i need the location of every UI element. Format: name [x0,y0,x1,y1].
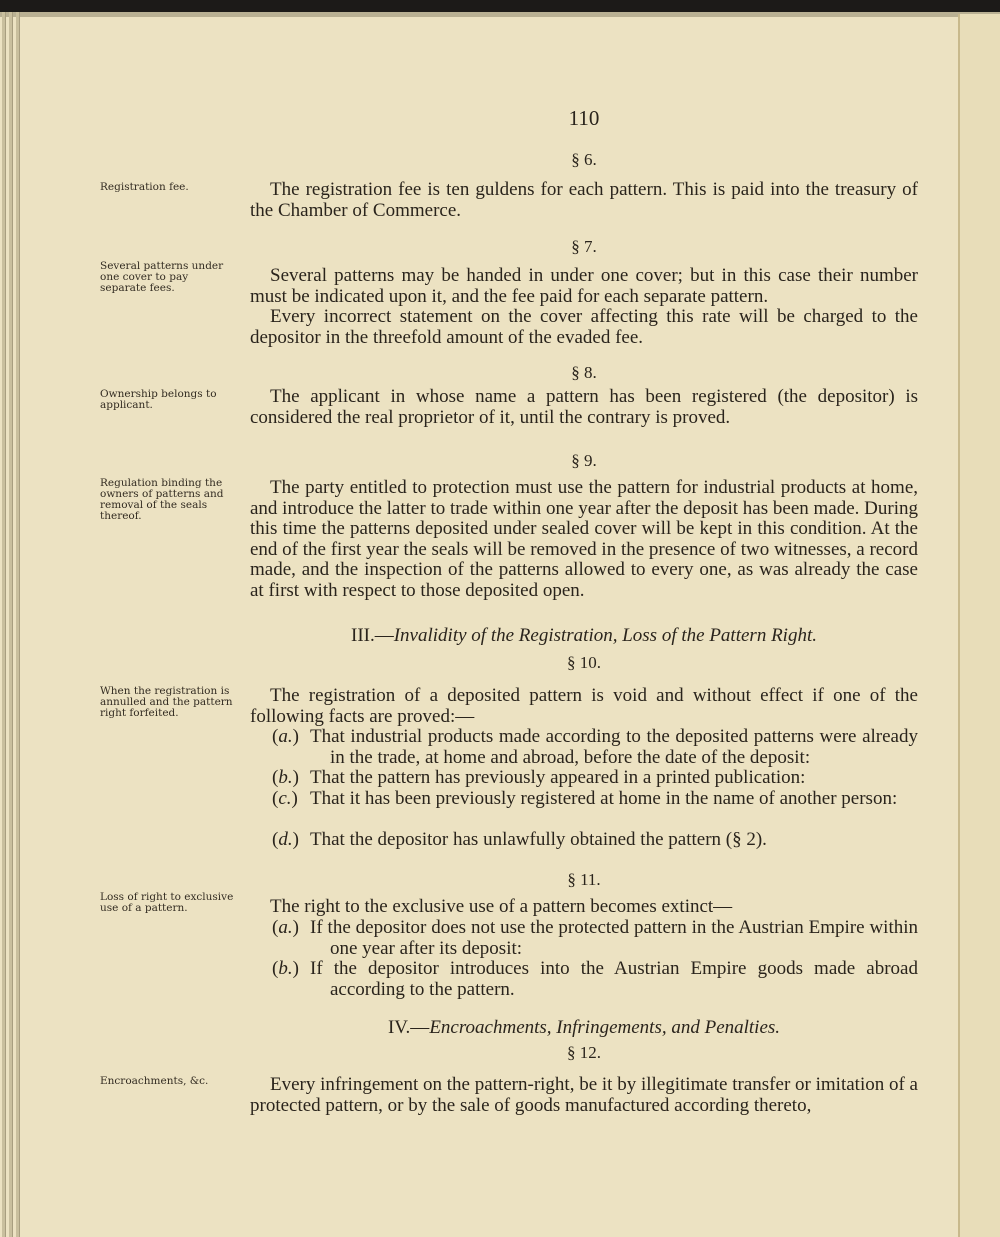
binding-edge [2,12,6,1237]
part-title: Invalidity of the Registration, Loss of the Pattern Right. [393,625,817,646]
margin-note: When the registration is annulled and the pattern right forfeited. [100,685,233,719]
item-text: That the pattern has previously appeared in a printed publication: [310,767,806,788]
paragraph: The party entitled to protection must use the pattern for industrial products at home, and introduce the latter to trade within one year after the deposit has been made. During this time the patterns deposited under sealed cover will be kept in this condition. At the end of the first year the seals will be removed in the presence of two witnesses, a record made, and the inspection of the patterns allowed to every one, as was already the case at first with respect to those deposited open. [250,477,918,601]
page-number: 110 [568,106,600,130]
part-heading [250,625,918,647]
margin-note: Encroachments, &c. [100,1075,209,1087]
list-item: (c.) That it has been previously registered at home in the name of another person: [272,788,898,809]
item-label: a. [278,917,293,938]
paragraph: The applicant in whose name a pattern has been registered (the depositor) is considered the real proprietor of it, until the contrary is proved. [250,386,918,428]
part-numeral: III.— [351,625,394,646]
item-label: a. [278,726,293,747]
next-page-edge [958,14,1000,1237]
section-heading: § 11. [567,870,601,889]
list-item: (b.) That the pattern has previously appeared in a printed publication: [272,767,806,788]
list-item: (a.) If the depositor does not use the protected pattern in the Austrian Empire within one year after its deposit: [272,917,918,959]
paragraph: The registration of a deposited pattern is void and without effect if one of the following facts are proved:— [250,685,918,727]
list-item: (a.) That industrial products made according to the deposited patterns were already in the trade, at home and abroad, before the date of the deposit: [272,726,918,768]
list-item: (b.) If the depositor introduces into the Austrian Empire goods made abroad according to the pattern. [272,958,918,1000]
list-item: (d.) That the depositor has unlawfully obtained the pattern (§ 2). [272,829,767,850]
margin-note: Several patterns under one cover to pay separate fees. [100,260,224,294]
item-text: If the depositor does not use the protected pattern in the Austrian Empire within one year after its deposit: [310,917,918,959]
section-heading: § 6. [571,150,597,169]
section-heading: § 9. [571,451,597,470]
item-text: That the depositor has unlawfully obtained the pattern (§ 2). [310,829,767,850]
part-numeral: IV.— [387,1017,430,1038]
item-label: b. [278,958,293,979]
margin-note: Regulation binding the owners of patterns and removal of the seals thereof. [100,477,224,522]
item-text: That it has been previously registered at home in the name of another person: [310,788,898,809]
section-heading: § 7. [571,237,597,256]
part-title: Encroachments, Infringements, and Penalties. [429,1017,781,1038]
paragraph: Every infringement on the pattern-right, be it by illegitimate transfer or imitation of a protected pattern, or by the sale of goods manufactured according thereto, [250,1074,918,1116]
margin-note: Ownership belongs to applicant. [100,388,217,411]
item-text: If the depositor introduces into the Austrian Empire goods made abroad according to the pattern. [310,958,918,1000]
section-heading: § 8. [571,363,597,382]
paragraph: The right to the exclusive use of a pattern becomes extinct— [270,896,733,917]
item-label: b. [278,767,293,788]
binding-edge [9,12,13,1237]
page-top-edge [0,12,1000,17]
paragraph: The registration fee is ten guldens for each pattern. This is paid into the treasury of the Chamber of Commerce. [250,179,918,221]
section-heading: § 12. [567,1043,601,1062]
section-heading: § 10. [567,653,601,672]
scanner-top-border [0,0,1000,12]
binding-edge [16,12,20,1237]
paragraph: Several patterns may be handed in under one cover; but in this case their number must be indicated upon it, and the fee paid for each separate pattern. [250,265,918,307]
margin-note: Loss of right to exclusive use of a pattern. [100,891,234,914]
part-heading [250,1017,918,1039]
item-label: d. [278,829,293,850]
margin-note: Registration fee. [100,181,189,193]
paragraph: Every incorrect statement on the cover affecting this rate will be charged to the depositor in the threefold amount of the evaded fee. [250,306,918,348]
item-text: That industrial products made according to the deposited patterns were already in the trade, at home and abroad, before the date of the deposit: [310,726,918,768]
item-label: c. [278,788,292,809]
